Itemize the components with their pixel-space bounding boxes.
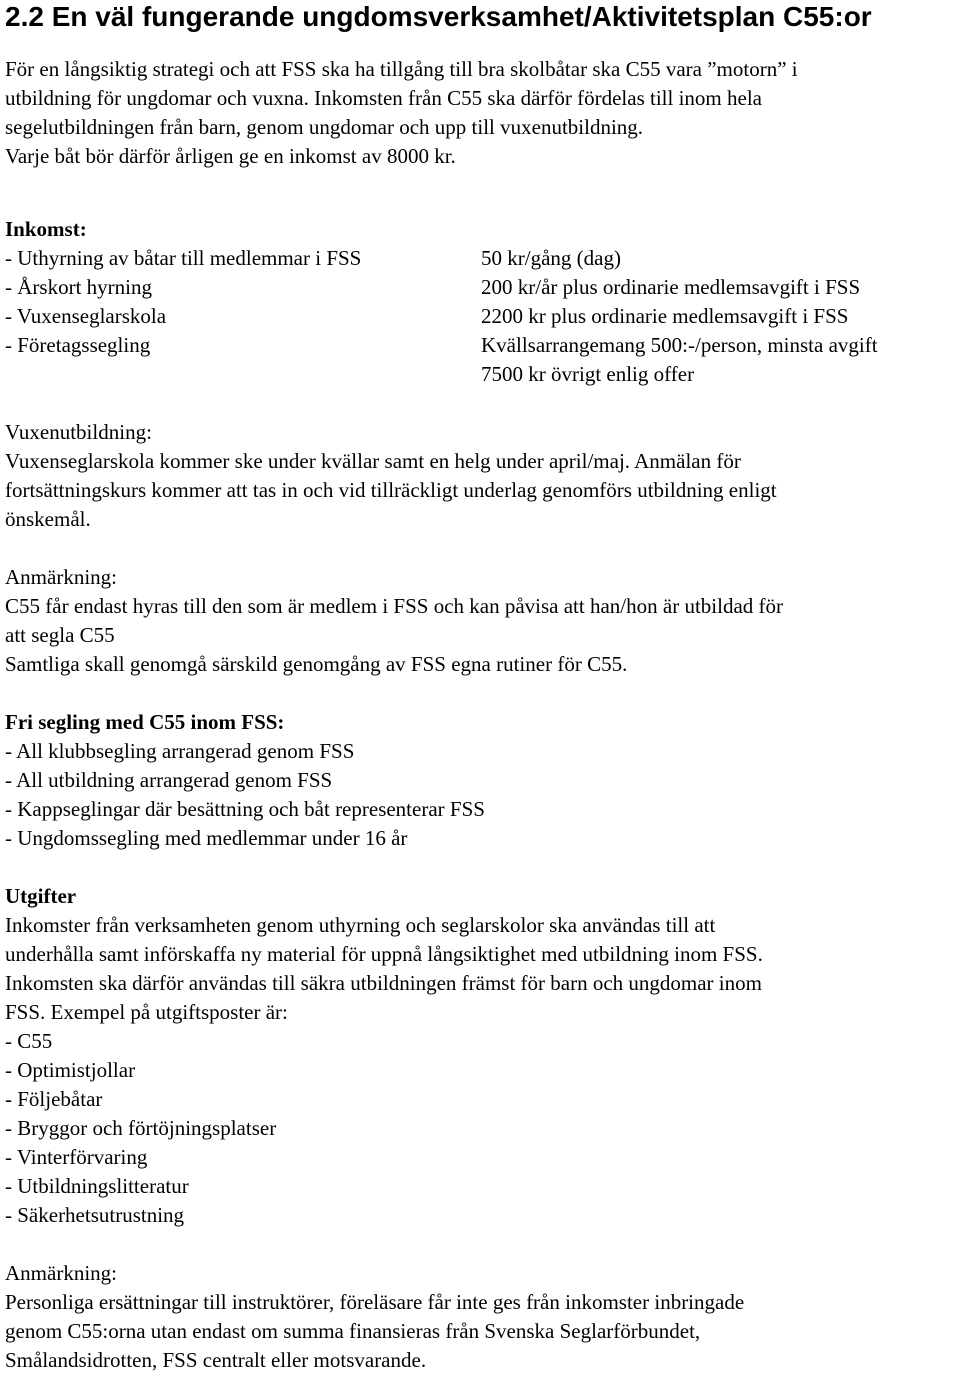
- remark-section-1: [5, 563, 957, 679]
- remark-line: C55 får endast hyras till den som är medlem i FSS och kan påvisa att han/hon är utbildad för: [5, 594, 784, 618]
- free-sailing-item: - Ungdomssegling med medlemmar under 16 år: [5, 826, 408, 850]
- expense-item: - Säkerhetsutrustning: [5, 1203, 185, 1227]
- adult-education-line: fortsättningskurs kommer att tas in och vid tillräckligt underlag genomförs utbildning enligt: [5, 478, 777, 502]
- intro-line: segelutbildningen från barn, genom ungdomar och upp till vuxenutbildning.: [5, 115, 644, 139]
- expense-item: - Vinterförvaring: [5, 1145, 148, 1169]
- expenses-line: Inkomsten ska därför användas till säkra utbildningen främst för barn och ungdomar inom: [5, 971, 762, 995]
- income-label: Inkomst:: [5, 217, 87, 241]
- adult-education-line: önskemål.: [5, 507, 91, 531]
- remark-line: Personliga ersättningar till instruktörer, föreläsare får inte ges från inkomster inbringade: [5, 1290, 745, 1314]
- adult-education-line: Vuxenseglarskola kommer ske under kvällar samt en helg under april/maj. Anmälan för: [5, 449, 741, 473]
- income-value: 2200 kr plus ordinarie medlemsavgift i FSS: [481, 304, 849, 328]
- remark-line: Samtliga skall genomgå särskild genomgång av FSS egna rutiner för C55.: [5, 652, 628, 676]
- income-row: [5, 302, 957, 331]
- remark-line: genom C55:orna utan endast om summa finansieras från Svenska Seglarförbundet,: [5, 1319, 701, 1343]
- remark-line: Smålandsidrotten, FSS centralt eller motsvarande.: [5, 1348, 427, 1372]
- remark-label: Anmärkning:: [5, 1261, 117, 1285]
- expense-item: - Bryggor och förtöjningsplatser: [5, 1116, 277, 1140]
- income-row: [5, 244, 957, 273]
- expense-item: - Följebåtar: [5, 1087, 103, 1111]
- income-value: 50 kr/gång (dag): [481, 246, 621, 270]
- expenses-label: Utgifter: [5, 884, 77, 908]
- intro-paragraph: [5, 55, 957, 171]
- remark-section-2: [5, 1259, 957, 1375]
- income-item: - Årskort hyrning: [5, 275, 152, 299]
- document-page: [5, 0, 957, 1375]
- income-item: - Företagssegling: [5, 333, 151, 357]
- intro-line: Varje båt bör därför årligen ge en inkomst av 8000 kr.: [5, 144, 456, 168]
- income-value: Kvällsarrangemang 500:-/person, minsta avgift: [481, 333, 878, 357]
- expenses-line: FSS. Exempel på utgiftsposter är:: [5, 1000, 288, 1024]
- adult-education-section: [5, 418, 957, 534]
- free-sailing-section: [5, 708, 957, 853]
- income-section: [5, 215, 957, 389]
- intro-line: utbildning för ungdomar och vuxna. Inkomsten från C55 ska därför fördelas till inom hela: [5, 86, 762, 110]
- remark-label: Anmärkning:: [5, 565, 117, 589]
- expenses-line: Inkomster från verksamheten genom uthyrning och seglarskolor ska användas till att: [5, 913, 716, 937]
- section-heading: 2.2 En väl fungerande ungdomsverksamhet/Aktivitetsplan C55:or: [5, 1, 872, 32]
- expenses-line: underhålla samt införskaffa ny material för uppnå långsiktighet med utbildning inom FSS.: [5, 942, 763, 966]
- remark-line: att segla C55: [5, 623, 115, 647]
- income-row: [5, 331, 957, 360]
- free-sailing-item: - All utbildning arrangerad genom FSS: [5, 768, 333, 792]
- free-sailing-item: - Kappseglingar där besättning och båt representerar FSS: [5, 797, 485, 821]
- expense-item: - C55: [5, 1029, 53, 1053]
- free-sailing-item: - All klubbsegling arrangerad genom FSS: [5, 739, 355, 763]
- income-row: [5, 273, 957, 302]
- income-row: [5, 360, 957, 389]
- income-value: 200 kr/år plus ordinarie medlemsavgift i FSS: [481, 275, 861, 299]
- income-item: [5, 360, 481, 389]
- income-item: - Uthyrning av båtar till medlemmar i FSS: [5, 246, 362, 270]
- intro-line: För en långsiktig strategi och att FSS ska ha tillgång till bra skolbåtar ska C55 vara ”motorn” i: [5, 57, 798, 81]
- adult-education-label: Vuxenutbildning:: [5, 420, 152, 444]
- expense-item: - Optimistjollar: [5, 1058, 136, 1082]
- income-item: - Vuxenseglarskola: [5, 304, 167, 328]
- free-sailing-label: Fri segling med C55 inom FSS:: [5, 710, 285, 734]
- expense-item: - Utbildningslitteratur: [5, 1174, 189, 1198]
- expenses-section: [5, 882, 957, 1230]
- income-value: 7500 kr övrigt enlig offer: [481, 362, 695, 386]
